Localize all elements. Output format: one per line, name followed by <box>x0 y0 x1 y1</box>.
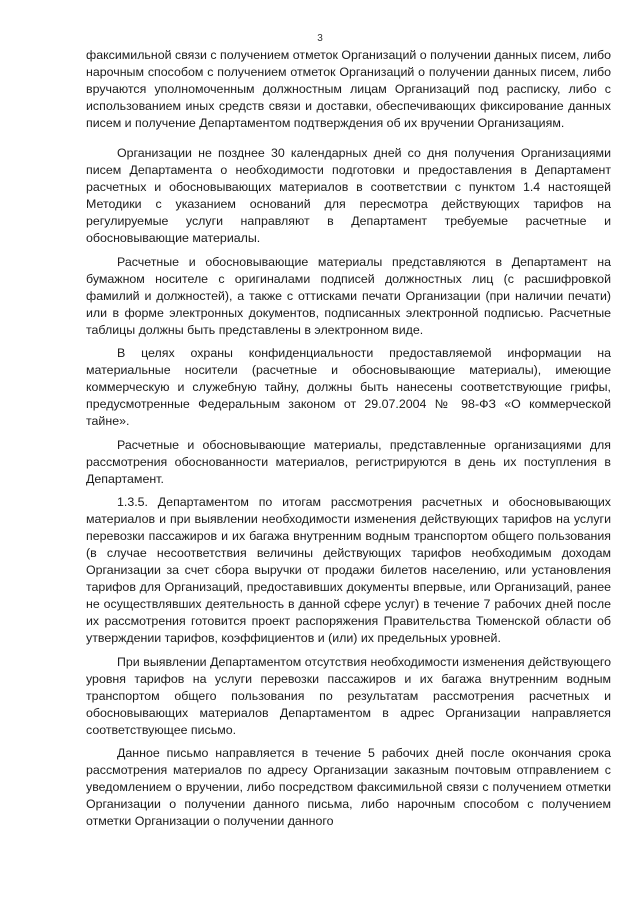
paragraph-continuation: факсимильной связи с получением отметок Организаций о получении данных писем, либо нарочным способом с получением отметок Организаций о получении данных писем, либо вручаются уполномоченным должностным лицам Организаций под расписку, либо с использованием иных средств связи и доставки, обеспечивающих фиксирование данных писем и получение Департаментом подтверждения об их вручении Организациям. <box>86 48 611 130</box>
paragraph-clause-1-3-5: 1.3.5. Департаментом по итогам рассмотрения расчетных и обосновывающих материалов и при выявлении необходимости изменения действующих тарифов на услуги перевозки пассажиров и их багажа внутренним водным транспортом общего пользования (в случае несоответствия величины действующих тарифов необходимым доходам Организации за счет сбора выручки от продажи билетов населению, или установления тарифов для Организаций, предоставивших документы впервые, или Организаций, ранее не осуществлявших деятельность в данной сфере услуг) в течение 7 рабочих дней после их рассмотрения готовится проект распоряжения Правительства Тюменской области об утверждении тарифов, коэффициентов и (или) их предельных уровней. <box>86 495 611 645</box>
paragraph-organizations-deadline: Организации не позднее 30 календарных дней со дня получения Организациями писем Департамента о необходимости подготовки и предоставления в Департамент расчетных и обосновывающих материалов в соответствии с пунктом 1.4 настоящей Методики с указанием оснований для пересмотра действующих тарифов на регулируемые услуги направляют в Департамент требуемые расчетные и обосновывающие материалы. <box>86 146 611 245</box>
paragraph-registration: Расчетные и обосновывающие материалы, представленные организациями для рассмотрения обоснованности материалов, регистрируются в день их поступления в Департамент. <box>86 437 611 486</box>
paragraph-letter-delivery: Данное письмо направляется в течение 5 рабочих дней после окончания срока рассмотрения материалов по адресу Организации заказным почтовым отправлением с уведомлением о вручении, либо посредством факсимильной связи с получением отметки Организации о получении данного письма, либо нарочным способом с получением отметки Организации о получении данного <box>86 746 611 828</box>
document-body <box>86 47 611 837</box>
page-number: 3 <box>317 33 323 44</box>
paragraph-no-change-needed: При выявлении Департаментом отсутствия необходимости изменения действующего уровня тарифов на услуги перевозки пассажиров и их багажа внутренним водным транспортом общего пользования по результатам рассмотрения расчетных и обосновывающих материалов Департаментом в адрес Организации направляется соответствующее письмо. <box>86 654 611 737</box>
paragraph-materials-format: Расчетные и обосновывающие материалы представляются в Департамент на бумажном носителе с оригиналами подписей должностных лиц (с расшифровкой фамилий и должностей), а также с оттисками печати Организации (при наличии печати) или в форме электронных документов, подписанных электронной подписью. Расчетные таблицы должны быть представлены в электронном виде. <box>86 254 611 337</box>
paragraph-confidentiality: В целях охраны конфиденциальности предоставляемой информации на материальные носители (расчетные и обосновывающие материалы), имеющие коммерческую и служебную тайну, должны быть нанесены соответствующие грифы, предусмотренные Федеральным законом от 29.07.2004 № 98-ФЗ «О коммерческой тайне». <box>86 346 611 428</box>
